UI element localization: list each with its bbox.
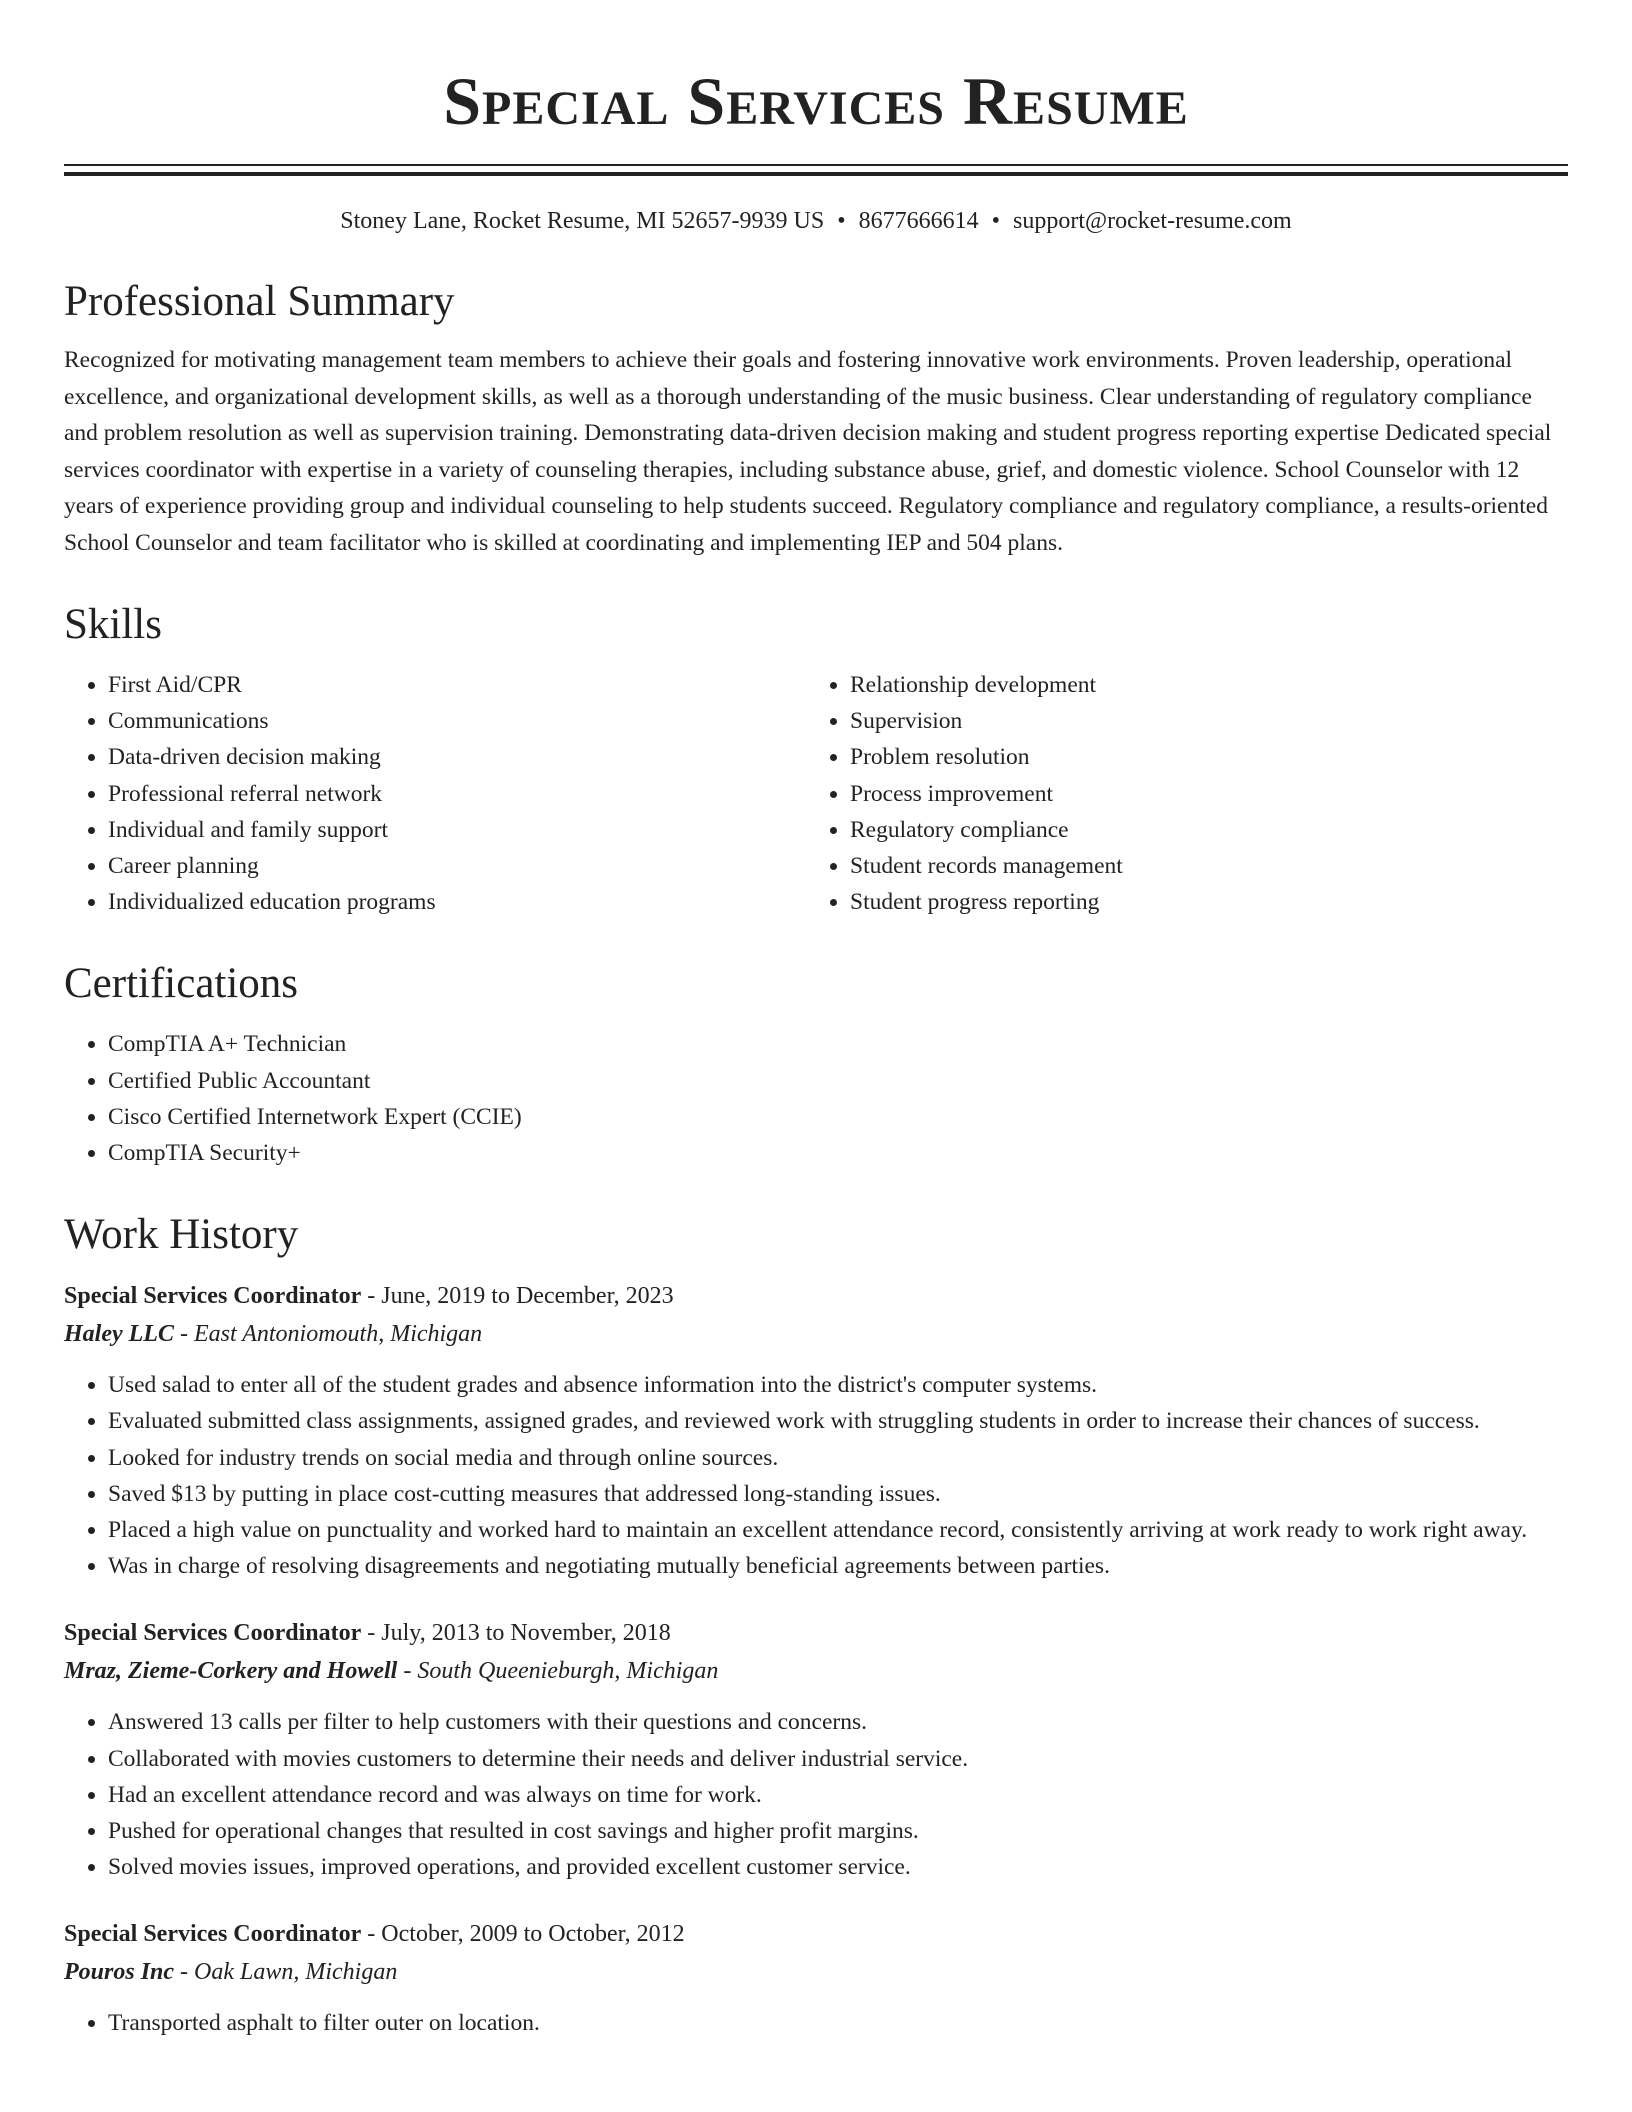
job-company: Haley LLC xyxy=(64,1321,174,1348)
skills-column-right xyxy=(806,667,1548,920)
contact-email: support@rocket-resume.com xyxy=(1013,208,1292,234)
job-location: Oak Lawn, Michigan xyxy=(194,1959,398,1986)
certification-item: • CompTIA A+ Technician xyxy=(108,1026,1568,1062)
skills-list-left xyxy=(64,667,806,920)
work-history-section xyxy=(64,1209,1568,2041)
job-bullets xyxy=(64,1704,1568,1885)
job-entry xyxy=(64,1614,1568,1885)
job-dates: July, 2013 to November, 2018 xyxy=(381,1620,671,1647)
job-bullet: • Transported asphalt to filter outer on location. xyxy=(108,2005,1568,2041)
skills-column-left xyxy=(64,667,806,920)
resume-title: Special Services Resume xyxy=(443,63,1189,139)
job-title: Special Services Coordinator xyxy=(64,1620,362,1647)
certification-item: • Certified Public Accountant xyxy=(108,1063,1568,1099)
job-company: Pouros Inc xyxy=(64,1959,175,1986)
job-bullet: • Was in charge of resolving disagreements and negotiating mutually beneficial agreements between parties. xyxy=(108,1548,1568,1584)
job-bullet: • Looked for industry trends on social media and through online sources. xyxy=(108,1440,1568,1476)
job-title-line: Special Services Coordinator - June, 2019 to December, 2023 xyxy=(64,1283,674,1310)
certifications-heading: Certifications xyxy=(64,960,299,1008)
certification-item: • Cisco Certified Internetwork Expert (CCIE) xyxy=(108,1099,1568,1135)
job-entry xyxy=(64,1915,1568,2041)
contact-address: Stoney Lane, Rocket Resume, MI 52657-9939 US xyxy=(340,208,825,234)
skill-item: • First Aid/CPR xyxy=(108,667,806,703)
job-bullet: • Answered 13 calls per filter to help customers with their questions and concerns. xyxy=(108,1704,1568,1740)
job-bullet: • Used salad to enter all of the student grades and absence information into the district's computer systems. xyxy=(108,1367,1568,1403)
job-bullets xyxy=(64,2005,1568,2041)
job-company-line: Pouros Inc - Oak Lawn, Michigan xyxy=(64,1959,398,1986)
job-bullet: • Pushed for operational changes that resulted in cost savings and higher profit margins. xyxy=(108,1813,1568,1849)
skill-item: • Student progress reporting xyxy=(850,884,1548,920)
job-bullet: • Placed a high value on punctuality and worked hard to maintain an excellent attendance record, consistently arriving at work ready to work right away. xyxy=(108,1512,1568,1548)
contact-separator: • xyxy=(991,208,1001,234)
skill-item: • Career planning xyxy=(108,848,806,884)
job-company: Mraz, Zieme-Corkery and Howell xyxy=(64,1658,398,1685)
job-company-line: Mraz, Zieme-Corkery and Howell - South Queenieburgh, Michigan xyxy=(64,1658,719,1685)
skill-item: • Problem resolution xyxy=(850,739,1548,775)
job-title-line: Special Services Coordinator - July, 2013 to November, 2018 xyxy=(64,1620,671,1647)
contact-separator: • xyxy=(837,208,846,234)
job-entry xyxy=(64,1277,1568,1584)
job-company-line: Haley LLC - East Antoniomouth, Michigan xyxy=(64,1321,483,1348)
skill-item: • Individual and family support xyxy=(108,812,806,848)
job-title-line: Special Services Coordinator - October, 2009 to October, 2012 xyxy=(64,1921,685,1948)
title-rule-thick xyxy=(64,172,1568,176)
job-bullet: • Collaborated with movies customers to determine their needs and deliver industrial service. xyxy=(108,1741,1568,1777)
certification-item: • CompTIA Security+ xyxy=(108,1135,1568,1171)
job-dates: October, 2009 to October, 2012 xyxy=(381,1921,685,1948)
skill-item: • Communications xyxy=(108,703,806,739)
job-bullet: • Solved movies issues, improved operations, and provided excellent customer service. xyxy=(108,1849,1568,1885)
job-title: Special Services Coordinator xyxy=(64,1283,362,1310)
summary-section xyxy=(64,276,1568,561)
contact-phone: 8677666614 xyxy=(858,208,979,234)
skill-item: • Relationship development xyxy=(850,667,1548,703)
skill-item: • Student records management xyxy=(850,848,1548,884)
certifications-list xyxy=(64,1026,1568,1171)
job-bullet: • Saved $13 by putting in place cost-cutting measures that addressed long-standing issues. xyxy=(108,1476,1568,1512)
skills-grid xyxy=(64,667,1568,920)
skill-item: • Professional referral network xyxy=(108,776,806,812)
work-history-heading: Work History xyxy=(64,1211,299,1259)
skills-list-right xyxy=(806,667,1548,920)
job-bullets xyxy=(64,1367,1568,1584)
job-location: South Queenieburgh, Michigan xyxy=(417,1658,719,1685)
title-rule-thin xyxy=(64,164,1568,166)
skill-item: • Process improvement xyxy=(850,776,1548,812)
skill-item: • Regulatory compliance xyxy=(850,812,1548,848)
job-title: Special Services Coordinator xyxy=(64,1921,362,1948)
summary-text: Recognized for motivating management team members to achieve their goals and fostering innovative work environments. Proven leadership, operational excellence, and organizational development skills, as well as a thorough understanding of the music business. Clear understanding of regulatory compliance and problem resolution as well as supervision training. Demonstrating data-driven decision making and student progress reporting expertise Dedicated special services coordinator with expertise in a variety of counseling therapies, including substance abuse, grief, and domestic violence. School Counselor with 12 years of experience providing group and individual counseling to help students succeed. Regulatory compliance and regulatory compliance, a results-oriented School Counselor and team facilitator who is skilled at coordinating and implementing IEP and 504 plans. xyxy=(64,347,1552,556)
skill-item: • Supervision xyxy=(850,703,1548,739)
job-location: East Antoniomouth, Michigan xyxy=(193,1321,483,1348)
job-bullet: • Had an excellent attendance record and was always on time for work. xyxy=(108,1777,1568,1813)
summary-heading: Professional Summary xyxy=(64,278,455,325)
contact-line xyxy=(64,204,1568,238)
skills-section xyxy=(64,599,1568,920)
skill-item: • Data-driven decision making xyxy=(108,739,806,775)
skill-item: • Individualized education programs xyxy=(108,884,806,920)
certifications-section xyxy=(64,958,1568,1171)
skills-heading: Skills xyxy=(64,601,162,648)
job-bullet: • Evaluated submitted class assignments, assigned grades, and reviewed work with struggling students in order to increase their chances of success. xyxy=(108,1403,1568,1439)
job-dates: June, 2019 to December, 2023 xyxy=(381,1283,674,1310)
